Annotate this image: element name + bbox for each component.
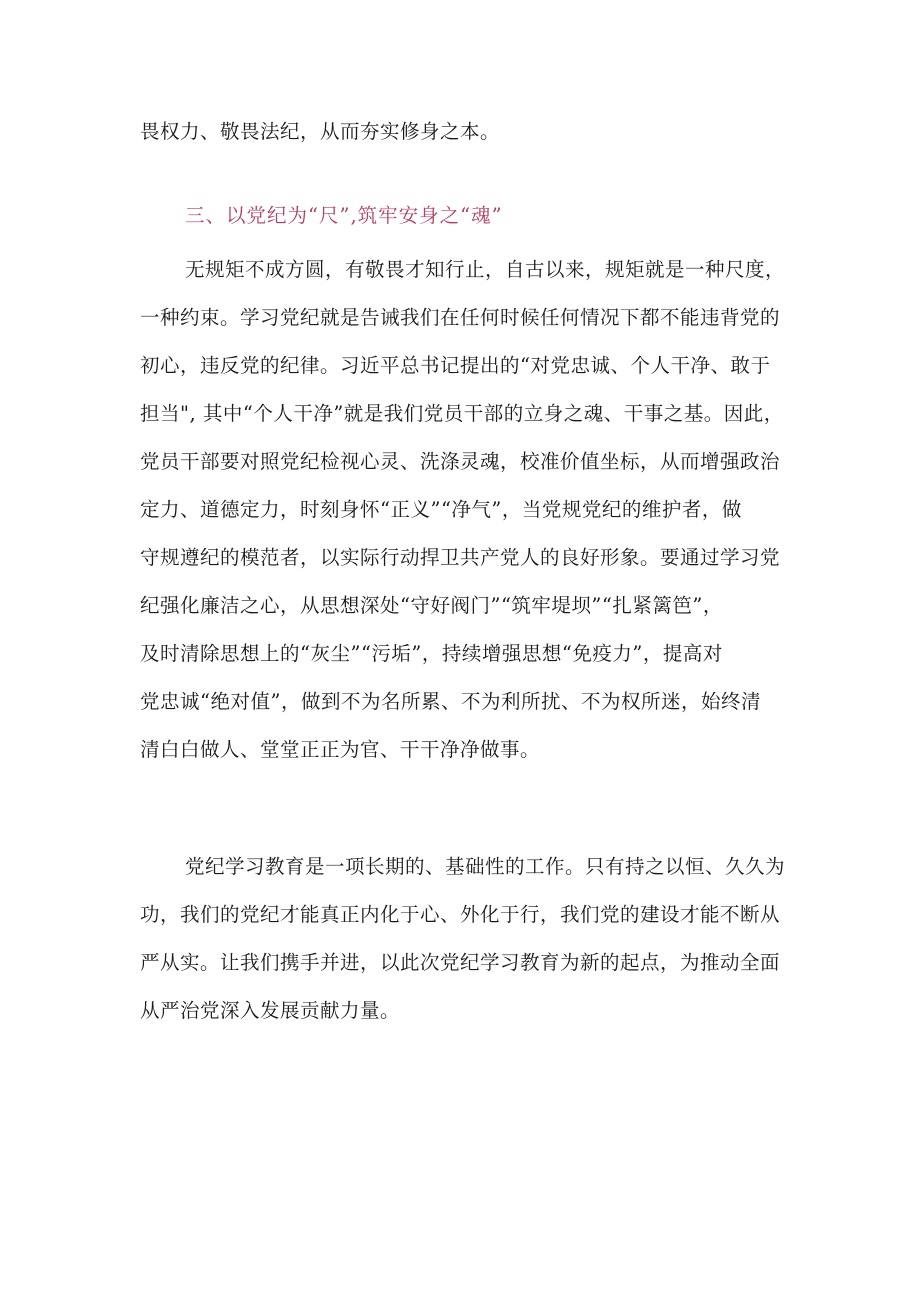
paragraph-line: 纪强化廉洁之心，从思想深处“守好阀门”“筑牢堤坝”“扎紧篱笆”， [140,594,723,617]
paragraph-line: 严从实。让我们携手并进，以此次党纪学习教育为新的起点，为推动全面 [140,951,781,974]
paragraph-line: 清白白做人、堂堂正正为官、干干净净做事。 [140,738,541,761]
paragraph-line: 功，我们的党纪才能真正内化于心、外化于行，我们党的建设才能不断从 [140,903,781,926]
paragraph-line: 守规遵纪的模范者，以实际行动捍卫共产党人的良好形象。要通过学习党 [140,546,781,569]
paragraph-line: 从严治党深入发展贡献力量。 [140,999,401,1022]
paragraph-line: 党纪学习教育是一项长期的、基础性的工作。只有持之以恒、久久为 [185,855,786,878]
paragraph-line: 党忠诚“绝对值”，做到不为名所累、不为利所扰、不为权所迷，始终清 [140,690,761,713]
paragraph-line: 担当", 其中“个人干净”就是我们党员干部的立身之魂、干事之基。因此， [140,402,784,425]
paragraph-line: 定力、道德定力，时刻身怀“正义”“净气”，当党规党纪的维护者，做 [140,498,742,521]
paragraph-line: 及时清除思想上的“灰尘”“污垢”，持续增强思想“免疫力”，提高对 [140,642,723,665]
paragraph-line: 一种约束。学习党纪就是告诫我们在任何时候任何情况下都不能违背党的 [140,306,781,329]
paragraph-line: 无规矩不成方圆，有敬畏才知行止，自古以来，规矩就是一种尺度， [185,258,786,281]
paragraph-line: 党员干部要对照党纪检视心灵、洗涤灵魂，校准价值坐标，从而增强政治 [140,450,781,473]
lead-paragraph-line: 畏权力、敬畏法纪，从而夯实修身之本。 [140,120,501,143]
section-heading: 三、以党纪为“尺”,筑牢安身之“魂” [185,204,503,227]
paragraph-line: 初心，违反党的纪律。习近平总书记提出的“对党忠诚、个人干净、敢于 [140,354,771,377]
